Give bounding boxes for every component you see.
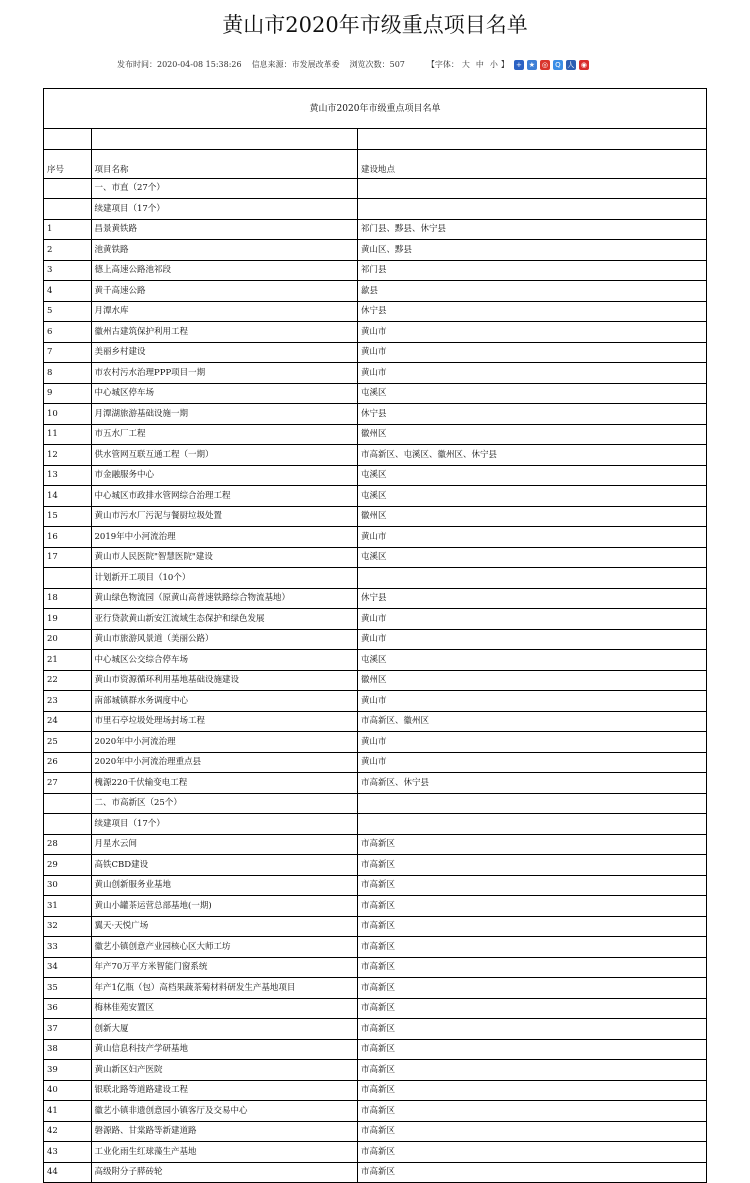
header-project-name: 项目名称	[91, 149, 357, 178]
cell-index: 31	[44, 896, 92, 917]
cell-location: 市高新区	[357, 957, 706, 978]
cell-index: 11	[44, 424, 92, 445]
table-row	[44, 445, 707, 466]
cell-location: 黄山市	[357, 322, 706, 343]
cell-index: 2	[44, 240, 92, 261]
cell-location: 休宁县	[357, 301, 706, 322]
cell-index: 17	[44, 547, 92, 568]
cell-index: 4	[44, 281, 92, 302]
cell-index: 12	[44, 445, 92, 466]
table-row	[44, 1060, 707, 1081]
cell-project-name: 黄山创新服务业基地	[91, 875, 357, 896]
cell-project-name: 高铁CBD建设	[91, 855, 357, 876]
table-row	[44, 199, 707, 220]
cell-location: 黄山市	[357, 609, 706, 630]
cell-location: 市高新区	[357, 834, 706, 855]
cell-location: 黄山市	[357, 691, 706, 712]
table-title-row	[44, 89, 707, 129]
cell-index: 20	[44, 629, 92, 650]
cell-location: 歙县	[357, 281, 706, 302]
header-location: 建设地点	[357, 149, 706, 178]
cell-project-name: 2020年中小河流治理重点县	[91, 752, 357, 773]
cell-index: 41	[44, 1101, 92, 1122]
table-row	[44, 711, 707, 732]
cell-location: 市高新区	[357, 998, 706, 1019]
cell-project-name: 年产1亿瓶（包）高档果蔬茶菊材料研发生产基地项目	[91, 978, 357, 999]
cell-index: 42	[44, 1121, 92, 1142]
cell-location: 市高新区、徽州区	[357, 711, 706, 732]
cell-location: 市高新区	[357, 1121, 706, 1142]
publish-time: 2020-04-08 15:38:26	[157, 60, 242, 69]
table-row	[44, 609, 707, 630]
cell-location	[357, 814, 706, 835]
cell-location: 市高新区	[357, 875, 706, 896]
cell-project-name: 月潭湖旅游基础设施一期	[91, 404, 357, 425]
cell-location: 市高新区	[357, 978, 706, 999]
table-row	[44, 1039, 707, 1060]
table-row	[44, 1162, 707, 1183]
cell-project-name: 昌景黄铁路	[91, 219, 357, 240]
cell-index: 38	[44, 1039, 92, 1060]
table-row	[44, 260, 707, 281]
cell-location: 屯溪区	[357, 383, 706, 404]
cell-project-name: 续建项目（17个）	[91, 814, 357, 835]
table-row	[44, 342, 707, 363]
cell-project-name: 黄山市人民医院"智慧医院"建设	[91, 547, 357, 568]
cell-project-name: 黄山信息科技产学研基地	[91, 1039, 357, 1060]
cell-location: 市高新区	[357, 1080, 706, 1101]
cell-location: 市高新区	[357, 1142, 706, 1163]
cell-location: 祁门县、黟县、休宁县	[357, 219, 706, 240]
cell-project-name: 市金融服务中心	[91, 465, 357, 486]
cell-project-name: 徽艺小镇创意产业园核心区大师工坊	[91, 937, 357, 958]
table-row	[44, 301, 707, 322]
table-row	[44, 1142, 707, 1163]
cell-index: 39	[44, 1060, 92, 1081]
cell-index: 10	[44, 404, 92, 425]
cell-location: 市高新区	[357, 1060, 706, 1081]
cell-project-name: 黄山市污水厂污泥与餐厨垃圾处置	[91, 506, 357, 527]
table-row	[44, 793, 707, 814]
cell-index: 5	[44, 301, 92, 322]
cell-index: 1	[44, 219, 92, 240]
table-row	[44, 281, 707, 302]
cell-index: 32	[44, 916, 92, 937]
cell-index: 40	[44, 1080, 92, 1101]
article-meta	[117, 53, 750, 77]
cell-project-name: 供水管网互联互通工程（一期）	[91, 445, 357, 466]
cell-project-name: 徽州古建筑保护利用工程	[91, 322, 357, 343]
cell-project-name: 一、市直（27个）	[91, 178, 357, 199]
table-blank-row	[44, 129, 707, 150]
cell-project-name: 市农村污水治理PPP项目一期	[91, 363, 357, 384]
cell-index: 3	[44, 260, 92, 281]
table-row	[44, 1101, 707, 1122]
cell-project-name: 银联北路等道路建设工程	[91, 1080, 357, 1101]
table-row	[44, 383, 707, 404]
cell-index: 37	[44, 1019, 92, 1040]
source-label: 信息来源：	[251, 60, 292, 69]
cell-location: 市高新区	[357, 916, 706, 937]
cell-index	[44, 199, 92, 220]
table-row	[44, 773, 707, 794]
cell-index: 29	[44, 855, 92, 876]
cell-index	[44, 178, 92, 199]
cell-project-name: 美丽乡村建设	[91, 342, 357, 363]
share-icon-4[interactable]: Q	[553, 60, 563, 70]
cell-project-name: 磐源路、甘棠路等新建道路	[91, 1121, 357, 1142]
table-row	[44, 219, 707, 240]
cell-project-name: 黄山市资源循环利用基地基础设施建设	[91, 670, 357, 691]
cell-index: 8	[44, 363, 92, 384]
table-row	[44, 240, 707, 261]
table-row	[44, 424, 707, 445]
font-size-label: 【字体：	[426, 60, 459, 69]
table-row	[44, 834, 707, 855]
cell-location: 市高新区	[357, 855, 706, 876]
cell-project-name: 计划新开工项目（10个）	[91, 568, 357, 589]
cell-project-name: 中心城区公交综合停车场	[91, 650, 357, 671]
page-title: 黄山市2020年市级重点项目名单	[222, 13, 528, 37]
cell-location: 徽州区	[357, 670, 706, 691]
table-row	[44, 178, 707, 199]
table-row	[44, 568, 707, 589]
cell-location: 屯溪区	[357, 465, 706, 486]
cell-project-name: 黄山小罐茶运营总部基地(一期)	[91, 896, 357, 917]
cell-location: 市高新区	[357, 1019, 706, 1040]
cell-project-name: 月星水云间	[91, 834, 357, 855]
table-row	[44, 629, 707, 650]
cell-project-name: 中心城区市政排水管网综合治理工程	[91, 486, 357, 507]
cell-location: 市高新区、休宁县	[357, 773, 706, 794]
table-row	[44, 937, 707, 958]
cell-project-name: 续建项目（17个）	[91, 199, 357, 220]
cell-project-name: 黄山绿色物流园（原黄山高普速铁路综合物流基地）	[91, 588, 357, 609]
cell-index: 44	[44, 1162, 92, 1183]
cell-index: 25	[44, 732, 92, 753]
cell-project-name: 年产70万平方米智能门窗系统	[91, 957, 357, 978]
cell-project-name: 翼天·天悦广场	[91, 916, 357, 937]
font-size-close: 】	[500, 60, 509, 69]
share-icon-6[interactable]: ◉	[580, 61, 587, 69]
share-icon-3[interactable]: ◎	[541, 61, 548, 69]
cell-project-name: 徽艺小镇非遗创意园小镇客厅及交易中心	[91, 1101, 357, 1122]
table-row	[44, 896, 707, 917]
cell-location: 屯溪区	[357, 547, 706, 568]
table-row	[44, 486, 707, 507]
table-row	[44, 978, 707, 999]
cell-project-name: 池黄铁路	[91, 240, 357, 261]
cell-index: 16	[44, 527, 92, 548]
cell-index: 19	[44, 609, 92, 630]
table-row	[44, 670, 707, 691]
cell-location: 休宁县	[357, 404, 706, 425]
cell-project-name: 市里石亭垃圾处理场封场工程	[91, 711, 357, 732]
table-row	[44, 732, 707, 753]
font-large-link[interactable]: 大	[461, 60, 470, 69]
table-row	[44, 875, 707, 896]
cell-project-name: 中心城区停车场	[91, 383, 357, 404]
cell-project-name: 德上高速公路池祁段	[91, 260, 357, 281]
table-row	[44, 691, 707, 712]
table-row	[44, 1019, 707, 1040]
share-icon-1[interactable]: +	[514, 60, 524, 70]
table-row	[44, 547, 707, 568]
cell-location: 屯溪区	[357, 650, 706, 671]
share-toolbar	[514, 60, 589, 70]
cell-index: 18	[44, 588, 92, 609]
cell-project-name: 创新大厦	[91, 1019, 357, 1040]
table-row	[44, 322, 707, 343]
cell-project-name: 2020年中小河流治理	[91, 732, 357, 753]
table-row	[44, 1080, 707, 1101]
cell-location: 休宁县	[357, 588, 706, 609]
header-index: 序号	[44, 149, 92, 178]
table-row	[44, 998, 707, 1019]
views-label: 浏览次数：	[349, 60, 390, 69]
cell-location: 徽州区	[357, 506, 706, 527]
cell-index: 35	[44, 978, 92, 999]
cell-index: 26	[44, 752, 92, 773]
views-count: 507	[389, 60, 405, 69]
project-table	[43, 88, 707, 1183]
cell-project-name: 亚行贷款黄山新安江流域生态保护和绿色发展	[91, 609, 357, 630]
cell-index	[44, 568, 92, 589]
cell-index	[44, 814, 92, 835]
cell-project-name: 黄山新区妇产医院	[91, 1060, 357, 1081]
cell-location: 黄山市	[357, 629, 706, 650]
cell-index: 33	[44, 937, 92, 958]
cell-index: 24	[44, 711, 92, 732]
cell-location	[357, 199, 706, 220]
cell-location: 祁门县	[357, 260, 706, 281]
cell-location: 屯溪区	[357, 486, 706, 507]
cell-index: 6	[44, 322, 92, 343]
cell-index: 21	[44, 650, 92, 671]
publish-label: 发布时间：	[117, 60, 157, 69]
cell-index: 15	[44, 506, 92, 527]
font-medium-link[interactable]: 中	[475, 60, 484, 69]
cell-location: 徽州区	[357, 424, 706, 445]
cell-project-name: 二、市高新区（25个）	[91, 793, 357, 814]
cell-index: 28	[44, 834, 92, 855]
cell-location: 黄山市	[357, 363, 706, 384]
cell-location	[357, 178, 706, 199]
cell-location: 黄山市	[357, 752, 706, 773]
cell-index: 34	[44, 957, 92, 978]
cell-project-name: 月潭水库	[91, 301, 357, 322]
cell-project-name: 梅林佳苑安置区	[91, 998, 357, 1019]
cell-project-name: 市五水厂工程	[91, 424, 357, 445]
table-row	[44, 752, 707, 773]
cell-location: 市高新区	[357, 1101, 706, 1122]
cell-location: 市高新区	[357, 937, 706, 958]
table-cell	[357, 129, 706, 150]
cell-location: 黄山区、黟县	[357, 240, 706, 261]
cell-project-name: 槐源220千伏输变电工程	[91, 773, 357, 794]
cell-index	[44, 793, 92, 814]
cell-project-name: 高级附分子膵砖轮	[91, 1162, 357, 1183]
table-row	[44, 814, 707, 835]
table-row	[44, 465, 707, 486]
share-icon-5[interactable]: 人	[567, 61, 575, 69]
cell-index: 7	[44, 342, 92, 363]
table-row	[44, 363, 707, 384]
table-row	[44, 957, 707, 978]
table-row	[44, 1121, 707, 1142]
source-value: 市发展改革委	[291, 60, 340, 69]
table-row	[44, 588, 707, 609]
cell-index: 43	[44, 1142, 92, 1163]
share-icon-2[interactable]: ★	[528, 61, 536, 69]
cell-index: 14	[44, 486, 92, 507]
cell-location: 黄山市	[357, 732, 706, 753]
cell-location: 黄山市	[357, 342, 706, 363]
table-header-row	[44, 149, 707, 178]
cell-project-name: 2019年中小河流治理	[91, 527, 357, 548]
cell-index: 30	[44, 875, 92, 896]
cell-project-name: 工业化雨生红球藻生产基地	[91, 1142, 357, 1163]
table-cell	[44, 129, 92, 150]
cell-location	[357, 568, 706, 589]
cell-index: 27	[44, 773, 92, 794]
table-caption: 黄山市2020年市级重点项目名单	[44, 89, 707, 129]
cell-project-name: 黄山市旅游风景道（美丽公路）	[91, 629, 357, 650]
table-row	[44, 404, 707, 425]
cell-project-name: 南部城镇群水务调度中心	[91, 691, 357, 712]
cell-location: 市高新区	[357, 1039, 706, 1060]
cell-location: 市高新区、屯溪区、徽州区、休宁县	[357, 445, 706, 466]
table-row	[44, 855, 707, 876]
table-cell	[91, 129, 357, 150]
table-row	[44, 650, 707, 671]
cell-index: 23	[44, 691, 92, 712]
cell-location: 市高新区	[357, 896, 706, 917]
cell-location: 市高新区	[357, 1162, 706, 1183]
table-row	[44, 506, 707, 527]
cell-index: 22	[44, 670, 92, 691]
table-row	[44, 527, 707, 548]
cell-index: 13	[44, 465, 92, 486]
cell-location: 黄山市	[357, 527, 706, 548]
cell-location	[357, 793, 706, 814]
cell-index: 36	[44, 998, 92, 1019]
cell-project-name: 黄千高速公路	[91, 281, 357, 302]
table-row	[44, 916, 707, 937]
font-small-link[interactable]: 小	[489, 60, 498, 69]
cell-index: 9	[44, 383, 92, 404]
